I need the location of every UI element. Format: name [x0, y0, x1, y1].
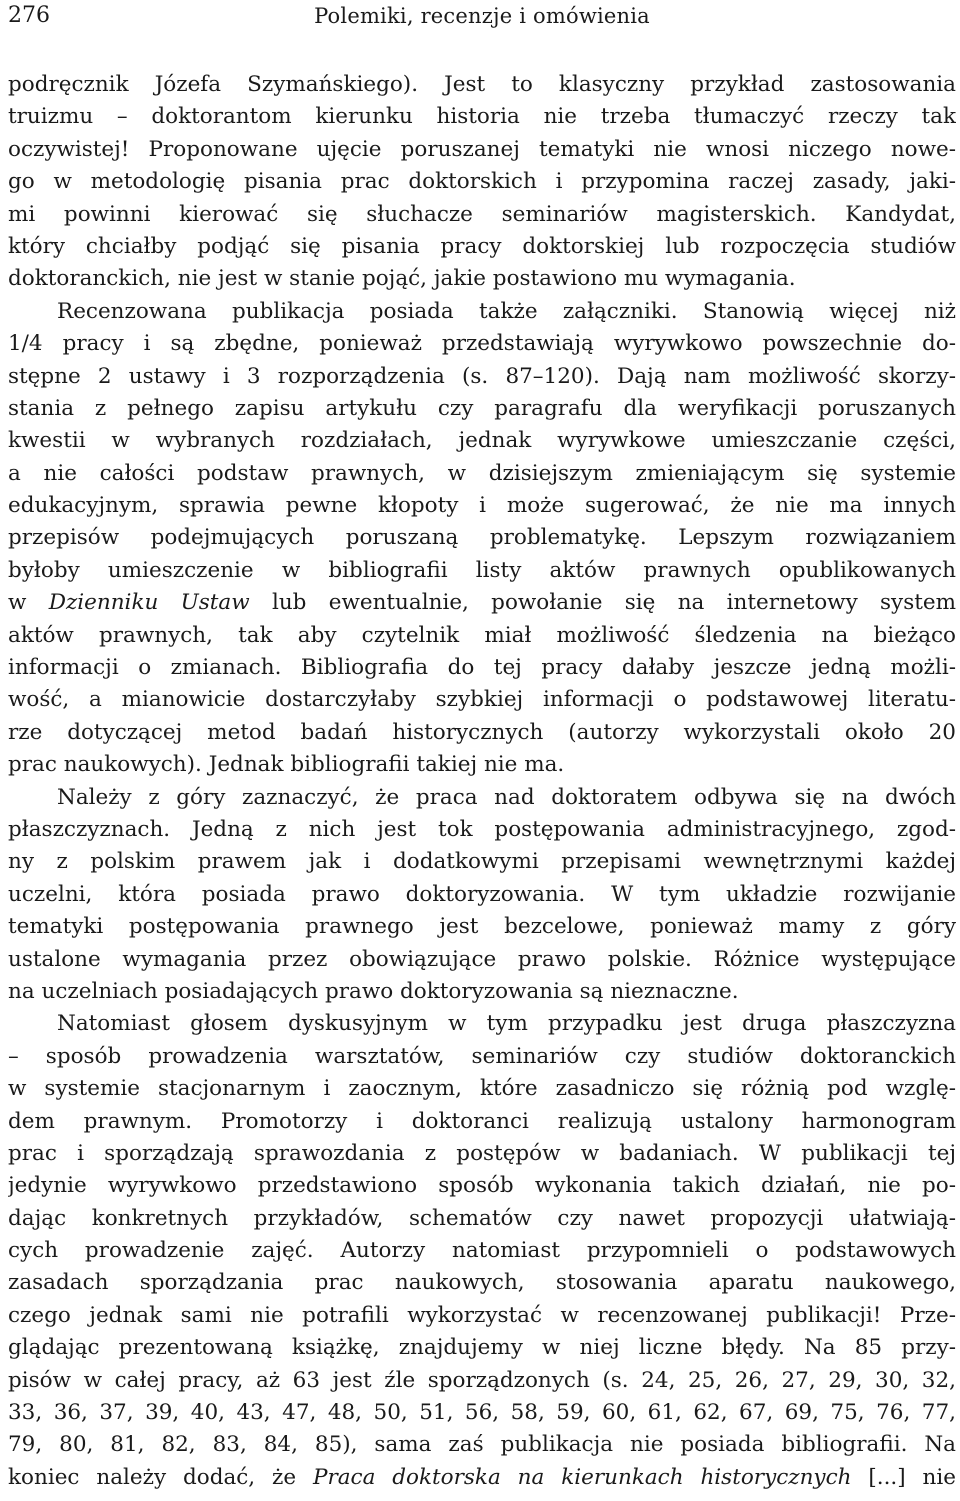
text-line: przepisów podejmujących poruszaną problematykę. Lepszym rozwiązaniem — [8, 525, 956, 551]
running-title: Polemiki, recenzje i omówienia — [314, 4, 650, 28]
text-line: pisów w całej pracy, aż 63 jest źle sporządzonych (s. 24, 25, 26, 27, 29, 30, 32, — [8, 1367, 956, 1393]
text-line-segment: koniec należy dodać, że — [8, 1464, 313, 1490]
text-line: dem prawnym. Promotorzy i doktoranci realizują ustalony harmonogram — [8, 1108, 956, 1134]
text-line: glądając prezentowaną książkę, znajdujemy w niej liczne błędy. Na 85 przy- — [8, 1335, 956, 1361]
text-line: prac i sporządzają sprawozdania z postępów w badaniach. W publikacji tej — [8, 1140, 956, 1166]
text-line: byłoby umieszczenie w bibliografii listy aktów prawnych opublikowanych — [8, 557, 956, 583]
text-line: doktoranckich, nie jest w stanie pojąć, jakie postawiono mu wymagania. — [8, 266, 796, 292]
text-line: oczywistej! Proponowane ujęcie poruszanej tematyki nie wnosi niczego nowe- — [8, 136, 956, 162]
text-line: truizmu – doktorantom kierunku historia nie trzeba tłumaczyć rzeczy tak — [8, 104, 956, 130]
text-line: stania z pełnego zapisu artykułu czy paragrafu dla weryfikacji poruszanych — [8, 395, 956, 421]
text-line: 33, 36, 37, 39, 40, 43, 47, 48, 50, 51, 56, 58, 59, 60, 61, 62, 67, 69, 75, 76, 77, — [8, 1400, 956, 1426]
page-header — [8, 2, 956, 32]
text-line: ny z polskim prawem jak i dodatkowymi przepisami wewnętrznymi każdej — [8, 849, 956, 875]
text-line — [8, 587, 956, 619]
text-line: w systemie stacjonarnym i zaocznym, które zasadniczo się różnią pod wzglę- — [8, 1076, 956, 1102]
text-line: wość, a mianowicie dostarczyłaby szybkiej informacji o podstawowej literatu- — [8, 687, 956, 713]
text-line: płaszczyznach. Jedną z nich jest tok postępowania administracyjnego, zgod- — [8, 816, 956, 842]
text-line: uczelni, która posiada prawo doktoryzowania. W tym układzie rozwijanie — [8, 881, 956, 907]
italic-title: Dzienniku Ustaw — [48, 590, 250, 616]
text-line: dając konkretnych przykładów, schematów czy nawet propozycji ułatwiają- — [8, 1205, 956, 1231]
text-line: kwestii w wybranych rozdziałach, jednak wyrywkowe umieszczanie części, — [8, 428, 956, 454]
text-line: tematyki postępowania prawnego jest bezcelowe, ponieważ mamy z góry — [8, 914, 956, 940]
text-line: stępne 2 ustawy i 3 rozporządzenia (s. 87–120). Dają nam możliwość skorzy- — [8, 363, 956, 389]
text-line: Natomiast głosem dyskusyjnym w tym przypadku jest druga płaszczyzna — [57, 1011, 956, 1037]
text-line: a nie całości podstaw prawnych, w dzisiejszym zmieniającym się systemie — [8, 460, 956, 486]
text-line: go w metodologię pisania prac doktorskich i przypomina raczej zasady, jaki- — [8, 169, 956, 195]
text-line: mi powinni kierować się słuchacze seminariów magisterskich. Kandydat, — [8, 201, 956, 227]
text-line: cych prowadzenie zajęć. Autorzy natomiast przypomnieli o podstawowych — [8, 1238, 956, 1264]
document-page — [8, 0, 956, 1501]
page-number: 276 — [8, 3, 50, 28]
text-line-segment: [...] nie — [851, 1464, 956, 1490]
text-line: Recenzowana publikacja posiada także załączniki. Stanowią więcej niż — [57, 298, 956, 324]
text-line — [8, 1462, 956, 1494]
text-line: 1/4 pracy i są zbędne, ponieważ przedstawiają wyrywkowo powszechnie do- — [8, 331, 956, 357]
text-line: na uczelniach posiadających prawo doktoryzowania są nieznaczne. — [8, 978, 739, 1004]
text-line-segment: lub ewentualnie, powołanie się na internetowy system — [249, 590, 956, 616]
text-line: prac naukowych). Jednak bibliografii takiej nie ma. — [8, 752, 565, 778]
text-line: rze dotyczącej metod badań historycznych (autorzy wykorzystali około 20 — [8, 719, 956, 745]
text-line: Należy z góry zaznaczyć, że praca nad doktoratem odbywa się na dwóch — [57, 784, 956, 810]
text-line: czego jednak sami nie potrafili wykorzystać w recenzowanej publikacji! Prze- — [8, 1302, 956, 1328]
text-line: zasadach sporządzania prac naukowych, stosowania aparatu naukowego, — [8, 1270, 956, 1296]
text-line-segment: w — [8, 590, 49, 616]
italic-title: Praca doktorska na kierunkach historycznych — [312, 1464, 852, 1490]
text-line: podręcznik Józefa Szymańskiego). Jest to klasyczny przykład zastosowania — [8, 72, 956, 97]
text-line: aktów prawnych, tak aby czytelnik miał możliwość śledzenia na bieżąco — [8, 622, 956, 648]
text-line: 79, 80, 81, 82, 83, 84, 85), sama zaś publikacja nie posiada bibliografii. Na — [8, 1432, 956, 1458]
text-line: ustalone wymagania przez obowiązujące prawo polskie. Różnice występujące — [8, 946, 956, 972]
text-line: informacji o zmianach. Bibliografia do tej pracy dałaby jeszcze jedną możli- — [8, 655, 956, 681]
text-line: edukacyjnym, sprawia pewne kłopoty i może sugerować, że nie ma innych — [8, 493, 956, 519]
text-line: który chciałby podjąć się pisania pracy doktorskiej lub rozpoczęcia studiów — [8, 233, 956, 259]
body-text — [8, 69, 956, 1494]
text-line: – sposób prowadzenia warsztatów, seminariów czy studiów doktoranckich — [8, 1043, 956, 1069]
text-line: jedynie wyrywkowo przedstawiono sposób wykonania takich działań, nie po- — [8, 1173, 956, 1199]
